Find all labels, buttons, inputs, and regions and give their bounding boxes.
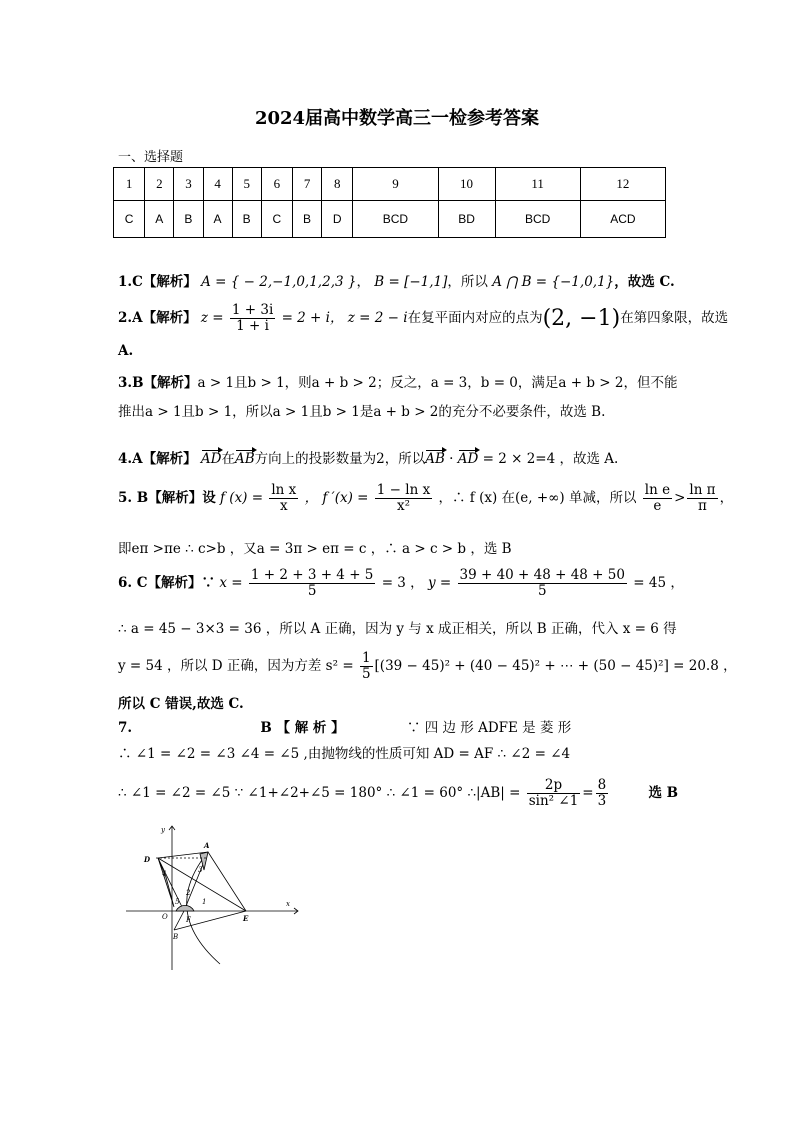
solution-label-answer: B 【 解 析 】: [260, 720, 345, 736]
solution-4: [118, 447, 618, 467]
numerator: 39 + 40 + 48 + 48 + 50: [459, 567, 625, 583]
answer-cell: B: [232, 201, 261, 238]
segment-fb: [174, 911, 184, 930]
conclusion: ，故选 C.: [614, 274, 675, 290]
denominator: e: [653, 498, 662, 514]
text: = 45 ，: [633, 575, 684, 591]
answer-table-number-row: [114, 168, 666, 201]
denominator: x²: [396, 498, 410, 514]
segment-ae: [208, 852, 246, 911]
denominator: 1 + i: [236, 318, 269, 334]
solution-label: 7.: [118, 720, 133, 736]
question-number: 7: [293, 168, 322, 201]
parabola-figure: [120, 822, 310, 972]
question-number: 11: [495, 168, 580, 201]
angle-label-5: 5: [175, 898, 180, 906]
text: a > 1且b > 1，则a + b > 2；反之，a = 3，b = 0，满足a + b > 2，但不能: [197, 375, 678, 391]
text: ∴ ∠1 = ∠2 = ∠5 ∵ ∠1+∠2+∠5 = 180° ∴ ∠1 = 60° ∴|AB| =: [118, 785, 521, 801]
denominator: sin² ∠1: [528, 793, 579, 809]
label-x: x: [286, 900, 290, 908]
segment-be: [174, 911, 246, 930]
answer-table: [113, 167, 666, 238]
answer-table-answer-row: [114, 201, 666, 238]
text: 在第四象限，故选: [620, 310, 729, 326]
answer-cell: A: [145, 201, 174, 238]
text: 方向上的投影数量为2，所以: [254, 451, 426, 467]
fraction: [360, 651, 373, 682]
angle-marker: [176, 905, 194, 911]
numerator: ln π: [689, 482, 716, 498]
solution-6-line3: [118, 651, 737, 682]
solution-label: 6. C【解析】∵: [118, 575, 216, 591]
answer-cell: B: [174, 201, 203, 238]
solution-1: 1.C【解析】 A = { − 2,−1,0,1,2,3 }， B = [−1,1]，所以 A ⋂ B = {−1,0,1}，故选 C.: [118, 274, 675, 290]
solution-label: 4.A【解析】: [118, 451, 197, 467]
denominator: 5: [361, 666, 371, 682]
solution-6: [118, 568, 684, 599]
question-number: 3: [174, 168, 203, 201]
numerator: 1 + 2 + 3 + 4 + 5: [250, 567, 374, 583]
vector-ab: AB: [234, 451, 255, 467]
answer-cell: A: [203, 201, 232, 238]
math-z: z =: [200, 310, 224, 326]
text: y = 54 ，所以 D 正确，因为方差 s² =: [118, 658, 354, 674]
angle-label-4: 4: [162, 870, 167, 878]
question-number: 1: [114, 168, 145, 201]
text: = 3 ，: [381, 575, 424, 591]
math-set-a: A = { − 2,−1,0,1,2,3 }: [201, 274, 357, 290]
question-number: 2: [145, 168, 174, 201]
text: ∴ a = 45 − 3×3 = 36 ，所以 A 正确，因为 y 与 x 成正相关，所以 B 正确，代入 x = 6 得: [118, 621, 677, 637]
fraction: [269, 483, 298, 514]
answer-cell: BCD: [495, 201, 580, 238]
math-expr: ， z = 2 − i: [329, 310, 408, 326]
math-ybar: y =: [427, 575, 452, 591]
math-xbar: x =: [219, 575, 243, 591]
fraction: [527, 778, 581, 809]
solution-2-end: [118, 343, 133, 359]
conclusion: 选 B: [648, 785, 679, 801]
text: ，所以: [447, 274, 488, 290]
fraction: [596, 778, 609, 809]
solution-label: 5. B【解析】设: [118, 490, 216, 506]
numerator: 1 − ln x: [376, 482, 431, 498]
math-expr: = 2 + i: [281, 310, 330, 326]
gt: >: [674, 490, 686, 506]
question-number: 12: [580, 168, 665, 201]
text: ∴ ∠1 = ∠2 = ∠3 ∠4 = ∠5 ,由抛物线的性质可知 AD = AF ∴ ∠2 = ∠4: [118, 746, 571, 762]
label-e: E: [243, 914, 249, 923]
solution-label: 3.B【解析】: [118, 375, 198, 391]
fraction: [249, 568, 376, 599]
text: [(39 − 45)² + (40 − 45)² + ⋯ + (50 − 45)²] = 20.8 ，: [374, 658, 737, 674]
label-y: y: [161, 826, 165, 834]
numerator: 2p: [527, 778, 581, 794]
fraction: [687, 483, 717, 514]
label-d: D: [144, 855, 151, 864]
fraction: [230, 303, 275, 334]
vector-ad: AD: [457, 451, 479, 467]
denominator: 5: [537, 583, 547, 599]
text: 在复平面内对应的点为: [407, 310, 543, 326]
solution-5-line2: [118, 537, 512, 557]
solution-3: [118, 371, 677, 391]
question-number: 9: [353, 168, 438, 201]
solution-2: [118, 303, 728, 334]
solution-7-line3: [118, 778, 678, 809]
math-intersection: A ⋂ B = {−1,0,1}: [492, 274, 615, 290]
solution-6-line4: [118, 692, 244, 712]
page-title: 2024届高中数学高三一检参考答案: [254, 108, 540, 129]
vector-ab: AB: [425, 451, 445, 467]
angle-label-2: 2: [186, 889, 191, 897]
answer-cell: C: [114, 201, 145, 238]
question-number: 5: [232, 168, 261, 201]
angle-label-1: 1: [202, 898, 207, 906]
text: 推出a > 1且b > 1，所以a > 1且b > 1是a + b > 2的充分不必要条件，故选 B.: [118, 404, 606, 420]
denominator: π: [698, 498, 707, 514]
question-number: 4: [203, 168, 232, 201]
fraction: [458, 568, 627, 599]
solution-7-line2: [118, 742, 570, 762]
dot: ·: [444, 451, 458, 467]
text: = 2 × 2=4 ，故选 A.: [478, 451, 619, 467]
solution-3-line2: [118, 400, 605, 420]
question-number: 10: [438, 168, 495, 201]
label-a: A: [204, 841, 210, 850]
numerator: ln e: [644, 482, 671, 498]
label-f: F: [186, 916, 191, 924]
solution-6-line2: [118, 617, 677, 637]
text: ∵ 四 边 形 ADFE 是 菱 形: [406, 720, 572, 736]
solution-7: [118, 716, 571, 736]
math-fprime: ， f ′(x) =: [304, 490, 369, 506]
numerator: 1: [361, 650, 371, 666]
question-number: 6: [261, 168, 292, 201]
answer-cell: B: [293, 201, 322, 238]
denominator: 3: [597, 793, 607, 809]
denominator: x: [280, 498, 288, 514]
angle-label-3: 3: [198, 866, 203, 874]
fraction: [643, 483, 672, 514]
section-heading-choice: 一、选择题: [118, 150, 184, 165]
text: 在: [221, 451, 235, 467]
math-set-b: B = [−1,1]: [374, 274, 448, 290]
conclusion: 所以 C 错误,故选 C.: [118, 696, 244, 712]
answer-cell: C: [261, 201, 292, 238]
text: ，∴ f (x) 在(e, +∞) 单减，所以: [438, 490, 637, 506]
text: ，: [719, 490, 734, 506]
answer-cell: BCD: [353, 201, 438, 238]
answer-cell: BD: [438, 201, 495, 238]
numerator: 8: [597, 777, 607, 793]
label-b: B: [173, 933, 179, 941]
vector-ad: AD: [200, 451, 222, 467]
question-number: 8: [322, 168, 353, 201]
denominator: 5: [307, 583, 317, 599]
text: =: [582, 785, 594, 801]
solution-label: 2.A【解析】: [118, 310, 197, 326]
solution-5: [118, 483, 733, 514]
answer-cell: ACD: [580, 201, 665, 238]
answer-cell: D: [322, 201, 353, 238]
math-point: (2, −1): [542, 306, 621, 331]
text: 即eπ >πe ∴ c>b ，又a = 3π > eπ = c ，∴ a > c > b ，选 B: [118, 541, 512, 557]
numerator: ln x: [271, 482, 297, 498]
conclusion: A.: [118, 343, 134, 359]
numerator: 1 + 3i: [231, 302, 274, 318]
label-o: O: [162, 913, 168, 921]
solution-label: 1.C【解析】: [118, 274, 197, 290]
fraction: [375, 483, 432, 514]
math-f: f (x) =: [220, 490, 264, 506]
